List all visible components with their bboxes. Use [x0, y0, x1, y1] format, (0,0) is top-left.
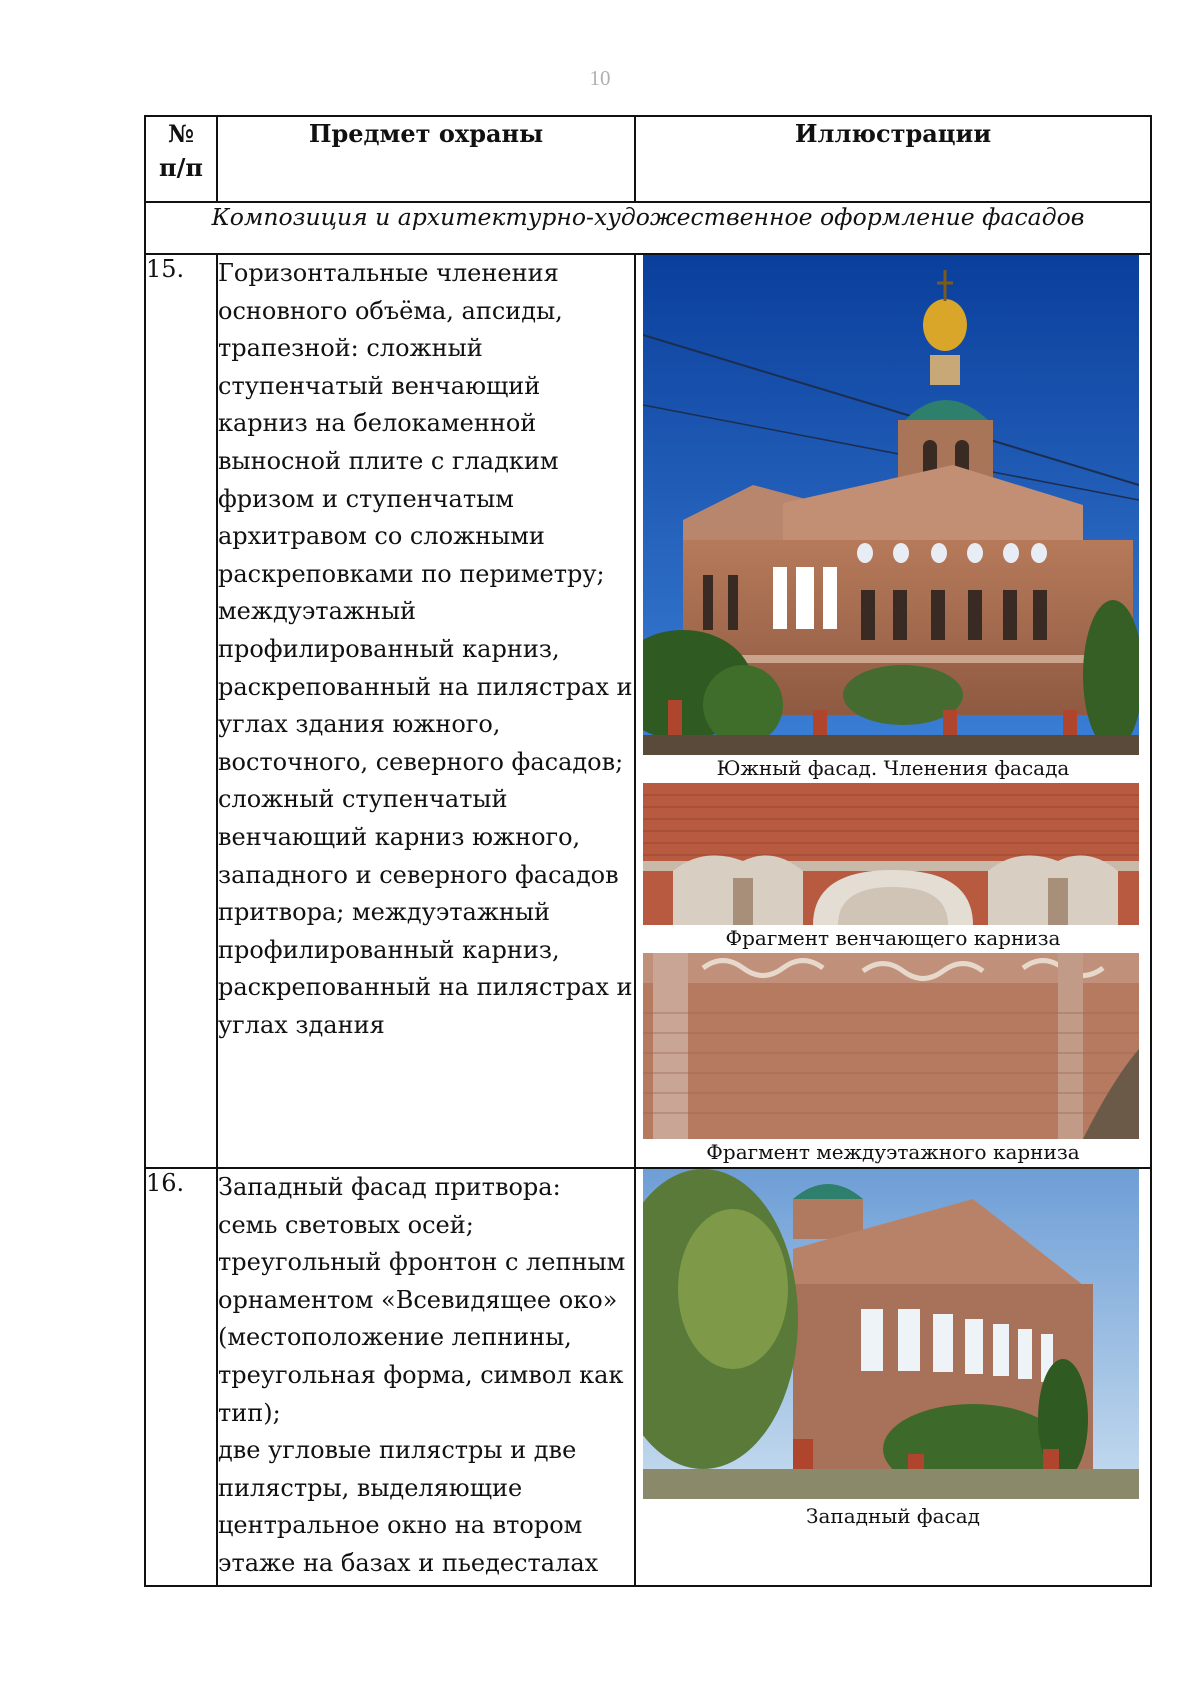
caption-west-facade: Западный фасад [806, 1504, 980, 1528]
south-facade-photo [643, 255, 1139, 755]
row-number: 15. [145, 254, 217, 1168]
table-row [145, 1168, 1151, 1586]
row-text [217, 1168, 635, 1586]
row-text-line: Западный фасад притвора: [218, 1173, 561, 1201]
section-row [145, 202, 1151, 254]
row-text-line: две угловые пилястры и две пилястры, выделяющие центральное окно на втором этаже на базах и пьедесталах [218, 1436, 599, 1577]
table-header-row [145, 116, 1151, 202]
header-number [145, 116, 217, 202]
section-title: Композиция и архитектурно-художественное оформление фасадов [145, 202, 1151, 254]
caption-crowning-cornice: Фрагмент венчающего карниза [725, 926, 1061, 950]
interfloor-cornice-photo [643, 953, 1139, 1139]
illustrations-cell [635, 254, 1151, 1168]
header-subject: Предмет охраны [217, 116, 635, 202]
row-text: Горизонтальные членения основного объёма, апсиды, трапезной: сложный ступенчатый венчающий карниз на белокаменной выносной плите с гладким фризом и ступенчатым архитравом со сложными раскреповками по периметру; междуэтажный профилированный карниз, раскрепованный на пилястрах и углах здания южного, восточного, северного фасадов; сложный ступенчатый венчающий карниз южного, западного и северного фасадов притвора; междуэтажный профилированный карниз, раскрепованный на пилястрах и углах здания [217, 254, 635, 1168]
header-number-label: № п/п [159, 119, 203, 182]
page-number: 10 [589, 66, 611, 90]
table-row [145, 254, 1151, 1168]
header-illustrations: Иллюстрации [635, 116, 1151, 202]
illustrations-cell [635, 1168, 1151, 1586]
row-text-line: семь световых осей; [218, 1210, 474, 1239]
west-facade-photo [643, 1169, 1139, 1499]
crowning-cornice-photo [643, 783, 1139, 925]
row-number: 16. [145, 1168, 217, 1586]
row-text-line: треугольный фронтон с лепным орнаментом «Всевидящее око» (местоположение лепнины, треугольная форма, символ как тип); [218, 1248, 626, 1427]
protection-table [144, 115, 1152, 1587]
caption-south-facade: Южный фасад. Членения фасада [716, 756, 1070, 780]
caption-interfloor-cornice: Фрагмент междуэтажного карниза [706, 1140, 1080, 1164]
